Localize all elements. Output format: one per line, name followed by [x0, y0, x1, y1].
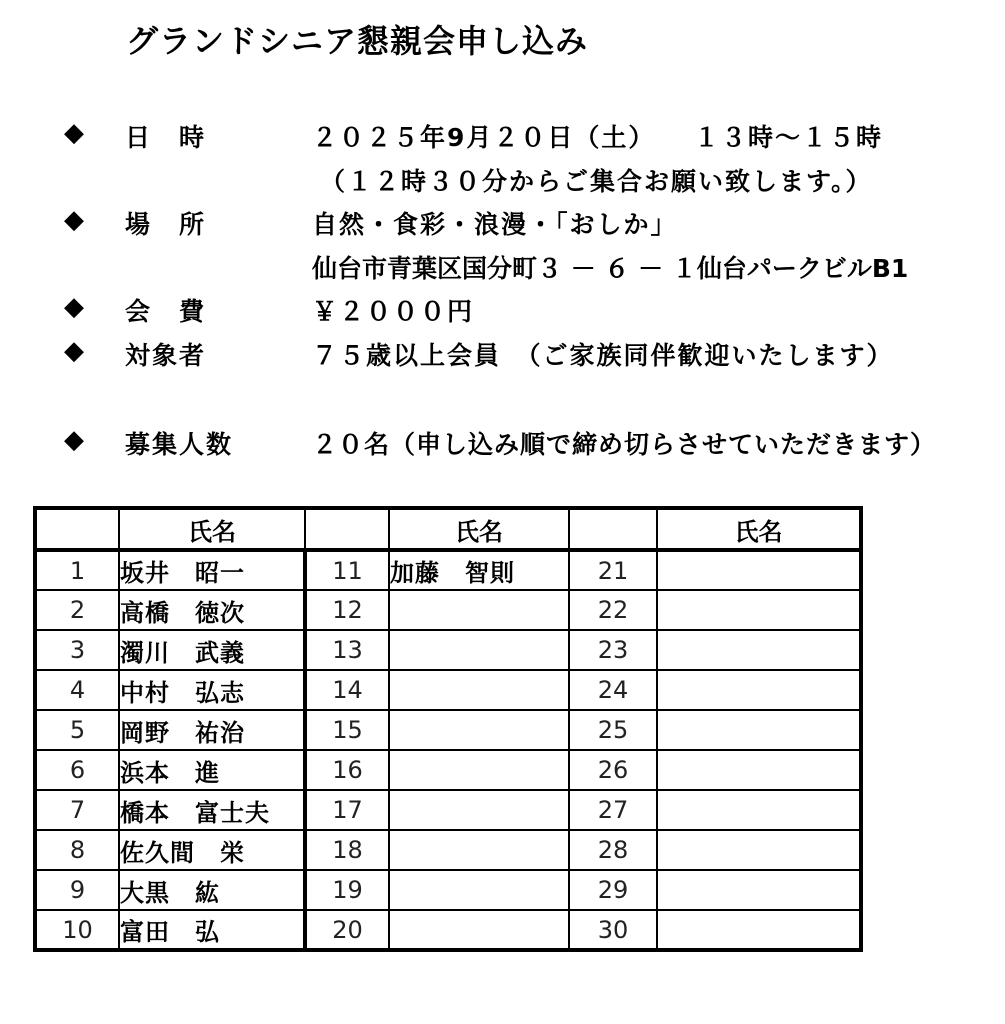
name-cell — [657, 670, 861, 710]
name-cell — [389, 870, 569, 910]
name-cell — [389, 710, 569, 750]
table-row — [35, 750, 861, 790]
header-number-1 — [35, 508, 119, 550]
name-cell: 中村 弘志 — [119, 670, 305, 710]
target-value: ７５歳以上会員 （ご家族同伴歓迎いたします） — [312, 341, 894, 370]
row-number-cell: 26 — [569, 750, 657, 790]
row-number-cell: 8 — [35, 830, 119, 870]
name-cell: 橋本 富士夫 — [119, 790, 305, 830]
datetime-time: １３時～１５時 — [694, 123, 884, 152]
row-number-cell: 3 — [35, 630, 119, 670]
row-number-cell: 17 — [305, 790, 389, 830]
participant-table — [33, 506, 863, 952]
row-number-cell: 14 — [305, 670, 389, 710]
row-number-cell: 16 — [305, 750, 389, 790]
table-row — [35, 550, 861, 590]
table-row — [35, 830, 861, 870]
detail-datetime-note — [0, 158, 1005, 198]
fee-label: 会 費 — [125, 297, 207, 326]
name-cell: 坂井 昭一 — [119, 550, 305, 590]
name-cell — [389, 910, 569, 950]
row-number-cell: 20 — [305, 910, 389, 950]
row-number-cell: 21 — [569, 550, 657, 590]
table-row — [35, 670, 861, 710]
diamond-bullet-icon: ◆ — [64, 425, 84, 455]
name-cell — [657, 830, 861, 870]
row-number-cell: 6 — [35, 750, 119, 790]
table-row — [35, 710, 861, 750]
name-cell: 大黒 紘 — [119, 870, 305, 910]
table-row — [35, 790, 861, 830]
header-name-1: 氏名 — [119, 508, 305, 550]
fee-value: ￥２０００円 — [312, 297, 475, 326]
name-cell — [389, 790, 569, 830]
name-cell: 加藤 智則 — [389, 550, 569, 590]
name-cell — [657, 710, 861, 750]
name-cell: 高橋 徳次 — [119, 590, 305, 630]
detail-target — [0, 332, 1005, 372]
row-number-cell: 2 — [35, 590, 119, 630]
table-row — [35, 910, 861, 950]
row-number-cell: 25 — [569, 710, 657, 750]
name-cell: 岡野 祐治 — [119, 710, 305, 750]
name-cell — [389, 670, 569, 710]
name-cell — [389, 630, 569, 670]
datetime-note: （１２時３０分からご集合お願い致します。） — [320, 167, 873, 196]
row-number-cell: 1 — [35, 550, 119, 590]
header-number-3 — [569, 508, 657, 550]
header-name-2: 氏名 — [389, 508, 569, 550]
row-number-cell: 9 — [35, 870, 119, 910]
row-number-cell: 18 — [305, 830, 389, 870]
name-cell: 富田 弘 — [119, 910, 305, 950]
name-cell — [389, 830, 569, 870]
row-number-cell: 10 — [35, 910, 119, 950]
detail-place — [0, 201, 1005, 241]
row-number-cell: 28 — [569, 830, 657, 870]
target-label: 対象者 — [125, 341, 207, 370]
table-header-row — [35, 508, 861, 550]
name-cell — [657, 790, 861, 830]
row-number-cell: 23 — [569, 630, 657, 670]
row-number-cell: 13 — [305, 630, 389, 670]
detail-place-address — [0, 245, 1005, 285]
row-number-cell: 7 — [35, 790, 119, 830]
row-number-cell: 11 — [305, 550, 389, 590]
row-number-cell: 29 — [569, 870, 657, 910]
header-name-3: 氏名 — [657, 508, 861, 550]
capacity-value: ２０名（申し込み順で締め切らさせていただきます） — [312, 430, 937, 459]
row-number-cell: 22 — [569, 590, 657, 630]
name-cell — [657, 870, 861, 910]
diamond-bullet-icon: ◆ — [64, 292, 84, 322]
table-row — [35, 590, 861, 630]
diamond-bullet-icon: ◆ — [64, 336, 84, 366]
diamond-bullet-icon: ◆ — [64, 205, 84, 235]
place-address: 仙台市青葉区国分町３ － ６ － １仙台パークビルB1 — [312, 254, 909, 283]
table-row — [35, 870, 861, 910]
row-number-cell: 27 — [569, 790, 657, 830]
name-cell: 濁川 武義 — [119, 630, 305, 670]
name-cell — [657, 630, 861, 670]
place-label: 場 所 — [125, 210, 207, 239]
place-name: 自然・食彩・浪漫・「おしか」 — [312, 210, 678, 239]
detail-datetime — [0, 114, 1005, 154]
row-number-cell: 19 — [305, 870, 389, 910]
name-cell — [389, 750, 569, 790]
name-cell: 佐久間 栄 — [119, 830, 305, 870]
datetime-label: 日 時 — [125, 123, 207, 152]
name-cell — [389, 590, 569, 630]
name-cell — [657, 550, 861, 590]
row-number-cell: 5 — [35, 710, 119, 750]
datetime-date: ２０２５年9月２０日（土） — [312, 123, 656, 152]
name-cell — [657, 910, 861, 950]
name-cell — [657, 590, 861, 630]
detail-fee — [0, 288, 1005, 328]
diamond-bullet-icon: ◆ — [64, 118, 84, 148]
row-number-cell: 24 — [569, 670, 657, 710]
detail-capacity — [0, 421, 1005, 461]
capacity-label: 募集人数 — [125, 430, 234, 459]
row-number-cell: 4 — [35, 670, 119, 710]
name-cell — [657, 750, 861, 790]
header-number-2 — [305, 508, 389, 550]
row-number-cell: 12 — [305, 590, 389, 630]
page-title: グランドシニア懇親会申し込み — [126, 22, 589, 60]
row-number-cell: 30 — [569, 910, 657, 950]
row-number-cell: 15 — [305, 710, 389, 750]
table-row — [35, 630, 861, 670]
name-cell: 浜本 進 — [119, 750, 305, 790]
